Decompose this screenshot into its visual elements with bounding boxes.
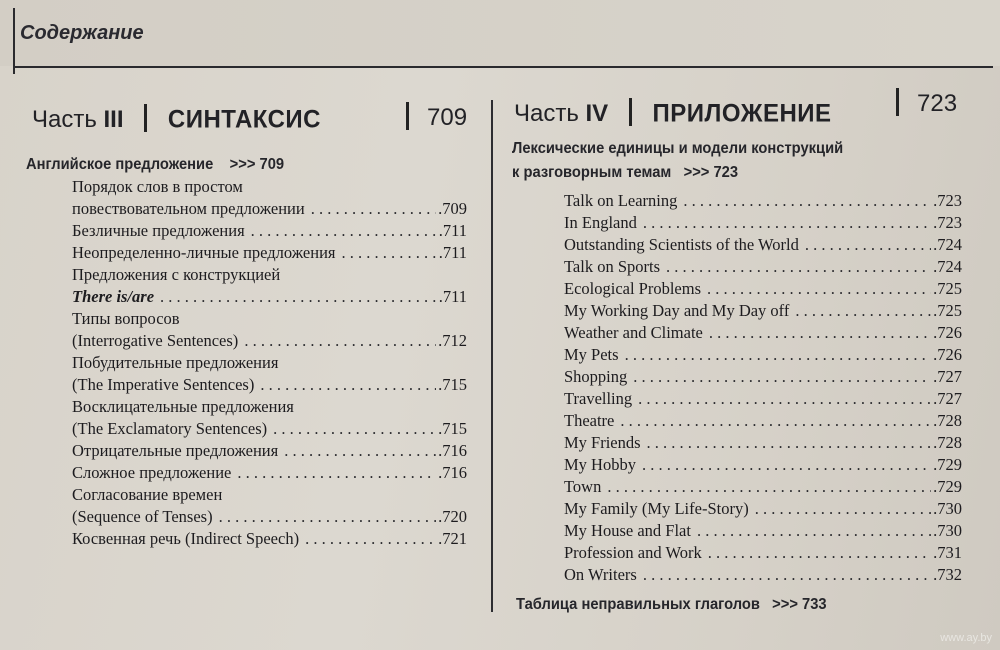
toc-entry-row bbox=[72, 242, 467, 264]
dot-leader bbox=[805, 234, 931, 256]
toc-entry-row bbox=[72, 418, 467, 440]
toc-entry-page: .729 bbox=[933, 455, 962, 474]
toc-entry-title-line: Побудительные предложения bbox=[72, 353, 279, 372]
dot-leader bbox=[219, 506, 437, 528]
toc-entry bbox=[564, 366, 962, 388]
dot-leader bbox=[707, 278, 931, 300]
dot-leader bbox=[708, 542, 931, 564]
toc-entry-page: .716 bbox=[438, 463, 467, 482]
toc-entry-page: .730 bbox=[933, 499, 962, 518]
watermark: www.ay.by bbox=[940, 632, 992, 644]
dot-leader bbox=[251, 220, 437, 242]
toc-entry-title: Weather and Climate bbox=[564, 323, 703, 342]
toc-entry-title: Безличные предложения bbox=[72, 221, 245, 240]
toc-entry-title: Отрицательные предложения bbox=[72, 441, 279, 460]
toc-entry-row bbox=[564, 322, 962, 344]
toc-entry bbox=[564, 498, 962, 520]
part-page-number: 723 bbox=[917, 90, 958, 117]
dot-leader bbox=[160, 286, 437, 308]
toc-entry bbox=[72, 484, 467, 528]
toc-entry-title-line: Предложения с конструкцией bbox=[72, 265, 281, 284]
toc-entry bbox=[72, 308, 467, 352]
toc-entry-title: (Sequence of Tenses) bbox=[72, 507, 213, 526]
section-heading-vocabulary-line1 bbox=[512, 140, 843, 158]
toc-entry-row bbox=[564, 454, 962, 476]
part-number: III bbox=[103, 106, 124, 133]
toc-entry-page: .728 bbox=[933, 411, 962, 430]
toc-entry bbox=[72, 176, 467, 220]
part-title: СИНТАКСИС bbox=[167, 105, 322, 134]
toc-entry-row bbox=[72, 528, 467, 550]
toc-entry-page: .711 bbox=[438, 221, 467, 240]
toc-entry-page: .721 bbox=[438, 529, 467, 548]
toc-entry-title: Outstanding Scientists of the World bbox=[564, 235, 799, 254]
toc-entry-title: Ecological Problems bbox=[564, 279, 702, 298]
toc-entry-row bbox=[564, 476, 962, 498]
page-separator bbox=[406, 102, 409, 130]
part-label: Часть bbox=[32, 106, 97, 133]
toc-entry-title: Travelling bbox=[564, 389, 633, 408]
toc-entry-row bbox=[564, 498, 962, 520]
toc-entry bbox=[564, 476, 962, 498]
toc-entry bbox=[564, 322, 962, 344]
toc-entry-row bbox=[72, 374, 467, 396]
dot-leader bbox=[244, 330, 436, 352]
toc-entry-title: Profession and Work bbox=[564, 543, 702, 562]
toc-entry-row bbox=[564, 564, 962, 586]
toc-entry bbox=[564, 190, 962, 212]
toc-entry bbox=[564, 520, 962, 542]
toc-entry-row bbox=[564, 256, 962, 278]
toc-entry-title: (Interrogative Sentences) bbox=[72, 331, 239, 350]
toc-entry-page: .711 bbox=[438, 287, 467, 306]
dot-leader bbox=[683, 190, 931, 212]
toc-entry bbox=[72, 264, 467, 308]
column-divider bbox=[491, 100, 493, 612]
toc-entry-title: My Hobby bbox=[564, 455, 636, 474]
toc-entry-title: My Family (My Life-Story) bbox=[564, 499, 749, 518]
dot-leader bbox=[633, 366, 931, 388]
toc-entry-row bbox=[72, 330, 467, 352]
dot-leader bbox=[305, 528, 436, 550]
dot-leader bbox=[284, 440, 436, 462]
toc-entry-page: .709 bbox=[438, 199, 467, 218]
dot-leader bbox=[342, 242, 437, 264]
toc-entry-title: повествовательном предложении bbox=[72, 199, 305, 218]
toc-entry-row bbox=[564, 366, 962, 388]
toc-entry bbox=[564, 564, 962, 586]
toc-left-list bbox=[72, 176, 467, 550]
dot-leader bbox=[273, 418, 436, 440]
toc-entry-page: .723 bbox=[933, 213, 962, 232]
toc-entry-row bbox=[564, 234, 962, 256]
toc-entry-page: .715 bbox=[438, 375, 467, 394]
toc-entry bbox=[72, 462, 467, 484]
toc-entry-title-line: Порядок слов в простом bbox=[72, 177, 243, 196]
dot-leader bbox=[709, 322, 931, 344]
heading-separator bbox=[144, 104, 147, 132]
toc-entry bbox=[564, 388, 962, 410]
part-4-page bbox=[896, 88, 957, 118]
part-title: ПРИЛОЖЕНИЕ bbox=[652, 99, 832, 128]
toc-entry-title: Town bbox=[564, 477, 602, 496]
toc-right-list bbox=[564, 190, 962, 586]
toc-entry-page: .711 bbox=[438, 243, 467, 262]
toc-entry-page: .731 bbox=[933, 543, 962, 562]
toc-entry-row bbox=[72, 220, 467, 242]
toc-entry bbox=[564, 542, 962, 564]
toc-entry bbox=[72, 220, 467, 242]
toc-entry-row bbox=[72, 506, 467, 528]
toc-entry-title: My Pets bbox=[564, 345, 619, 364]
page-header bbox=[0, 0, 1000, 66]
dot-leader bbox=[697, 520, 931, 542]
header-left-rule bbox=[13, 8, 15, 74]
part-3-heading bbox=[32, 104, 321, 134]
toc-entry bbox=[564, 278, 962, 300]
toc-entry-page: .712 bbox=[438, 331, 467, 350]
toc-entry-page: .724 bbox=[933, 235, 962, 254]
page-title: Содержание bbox=[20, 22, 144, 44]
toc-entry-row bbox=[564, 190, 962, 212]
toc-entry-title-line: Согласование времен bbox=[72, 485, 223, 504]
toc-entry-page: .727 bbox=[933, 389, 962, 408]
toc-entry-page: .732 bbox=[933, 565, 962, 584]
toc-entry-row bbox=[564, 212, 962, 234]
section-title: Таблица неправильных глаголов bbox=[516, 596, 760, 613]
section-ref: >>> 733 bbox=[772, 596, 827, 613]
section-title-line1: Лексические единицы и модели конструкций bbox=[512, 140, 844, 157]
toc-entry-page: .724 bbox=[933, 257, 962, 276]
toc-entry bbox=[564, 234, 962, 256]
toc-entry-page: .715 bbox=[438, 419, 467, 438]
section-heading-irregular-verbs bbox=[516, 596, 827, 614]
toc-entry-title: Theatre bbox=[564, 411, 615, 430]
dot-leader bbox=[638, 388, 931, 410]
dot-leader bbox=[643, 564, 931, 586]
toc-entry-row bbox=[72, 198, 467, 220]
toc-entry-title: Косвенная речь (Indirect Speech) bbox=[72, 529, 300, 548]
dot-leader bbox=[237, 462, 436, 484]
header-bottom-rule bbox=[13, 66, 993, 68]
toc-entry-row bbox=[564, 278, 962, 300]
toc-entry-row bbox=[564, 300, 962, 322]
toc-entry-title: Talk on Sports bbox=[564, 257, 661, 276]
toc-entry bbox=[564, 410, 962, 432]
dot-leader bbox=[643, 212, 931, 234]
toc-entry bbox=[72, 242, 467, 264]
toc-entry bbox=[564, 212, 962, 234]
part-4-heading bbox=[514, 98, 832, 128]
toc-entry-row bbox=[564, 520, 962, 542]
toc-entry-title: (The Imperative Sentences) bbox=[72, 375, 255, 394]
dot-leader bbox=[607, 476, 931, 498]
toc-entry-title: There is/are bbox=[72, 287, 155, 306]
toc-entry-row bbox=[564, 344, 962, 366]
dot-leader bbox=[620, 410, 931, 432]
toc-entry bbox=[72, 352, 467, 396]
dot-leader bbox=[647, 432, 932, 454]
toc-entry-page: .727 bbox=[933, 367, 962, 386]
toc-entry-row bbox=[564, 542, 962, 564]
dot-leader bbox=[642, 454, 931, 476]
toc-entry-row bbox=[564, 388, 962, 410]
toc-entry-title: In England bbox=[564, 213, 637, 232]
dot-leader bbox=[795, 300, 931, 322]
toc-entry-page: .726 bbox=[933, 323, 962, 342]
toc-entry-page: .729 bbox=[933, 477, 962, 496]
section-title: Английское предложение bbox=[26, 156, 214, 173]
toc-entry-title-line: Восклицательные предложения bbox=[72, 397, 294, 416]
toc-entry-title: (The Exclamatory Sentences) bbox=[72, 419, 268, 438]
toc-entry-row bbox=[72, 440, 467, 462]
section-ref: >>> 709 bbox=[229, 156, 285, 173]
dot-leader bbox=[625, 344, 932, 366]
toc-entry bbox=[564, 432, 962, 454]
toc-entry-page: .725 bbox=[933, 301, 962, 320]
toc-entry bbox=[72, 528, 467, 550]
toc-entry-page: .716 bbox=[438, 441, 467, 460]
toc-entry-row bbox=[72, 462, 467, 484]
toc-entry-title: Talk on Learning bbox=[564, 191, 678, 210]
section-title-line2: к разговорным темам bbox=[512, 164, 672, 181]
toc-entry bbox=[564, 344, 962, 366]
toc-entry-row bbox=[72, 286, 467, 308]
section-heading-english-sentence bbox=[26, 156, 284, 174]
part-label: Часть bbox=[514, 100, 579, 127]
toc-entry bbox=[564, 454, 962, 476]
dot-leader bbox=[311, 198, 436, 220]
toc-entry-title: My Friends bbox=[564, 433, 641, 452]
toc-entry-title: Shopping bbox=[564, 367, 628, 386]
dot-leader bbox=[260, 374, 436, 396]
toc-entry-page: .730 bbox=[933, 521, 962, 540]
toc-entry-title-line: Типы вопросов bbox=[72, 309, 180, 328]
part-3-page bbox=[406, 102, 467, 132]
toc-entry-title: My House and Flat bbox=[564, 521, 691, 540]
toc-entry bbox=[72, 396, 467, 440]
section-ref: >>> 723 bbox=[683, 164, 739, 181]
toc-entry bbox=[564, 256, 962, 278]
heading-separator bbox=[629, 98, 632, 126]
section-heading-vocabulary-line2 bbox=[512, 164, 738, 182]
toc-entry-title: On Writers bbox=[564, 565, 637, 584]
toc-entry-page: .725 bbox=[933, 279, 962, 298]
toc-entry-title: My Working Day and My Day off bbox=[564, 301, 790, 320]
toc-entry bbox=[564, 300, 962, 322]
dot-leader bbox=[755, 498, 931, 520]
toc-entry-title: Неопределенно-личные предложения bbox=[72, 243, 336, 262]
toc-entry-page: .726 bbox=[933, 345, 962, 364]
toc-entry-title: Сложное предложение bbox=[72, 463, 232, 482]
part-number: IV bbox=[585, 100, 609, 127]
toc-entry-page: .728 bbox=[933, 433, 962, 452]
page-separator bbox=[896, 88, 899, 116]
toc-entry bbox=[72, 440, 467, 462]
dot-leader bbox=[666, 256, 931, 278]
part-page-number: 709 bbox=[427, 104, 468, 131]
toc-entry-page: .723 bbox=[933, 191, 962, 210]
toc-entry-row bbox=[564, 410, 962, 432]
toc-entry-row bbox=[564, 432, 962, 454]
toc-entry-page: .720 bbox=[438, 507, 467, 526]
